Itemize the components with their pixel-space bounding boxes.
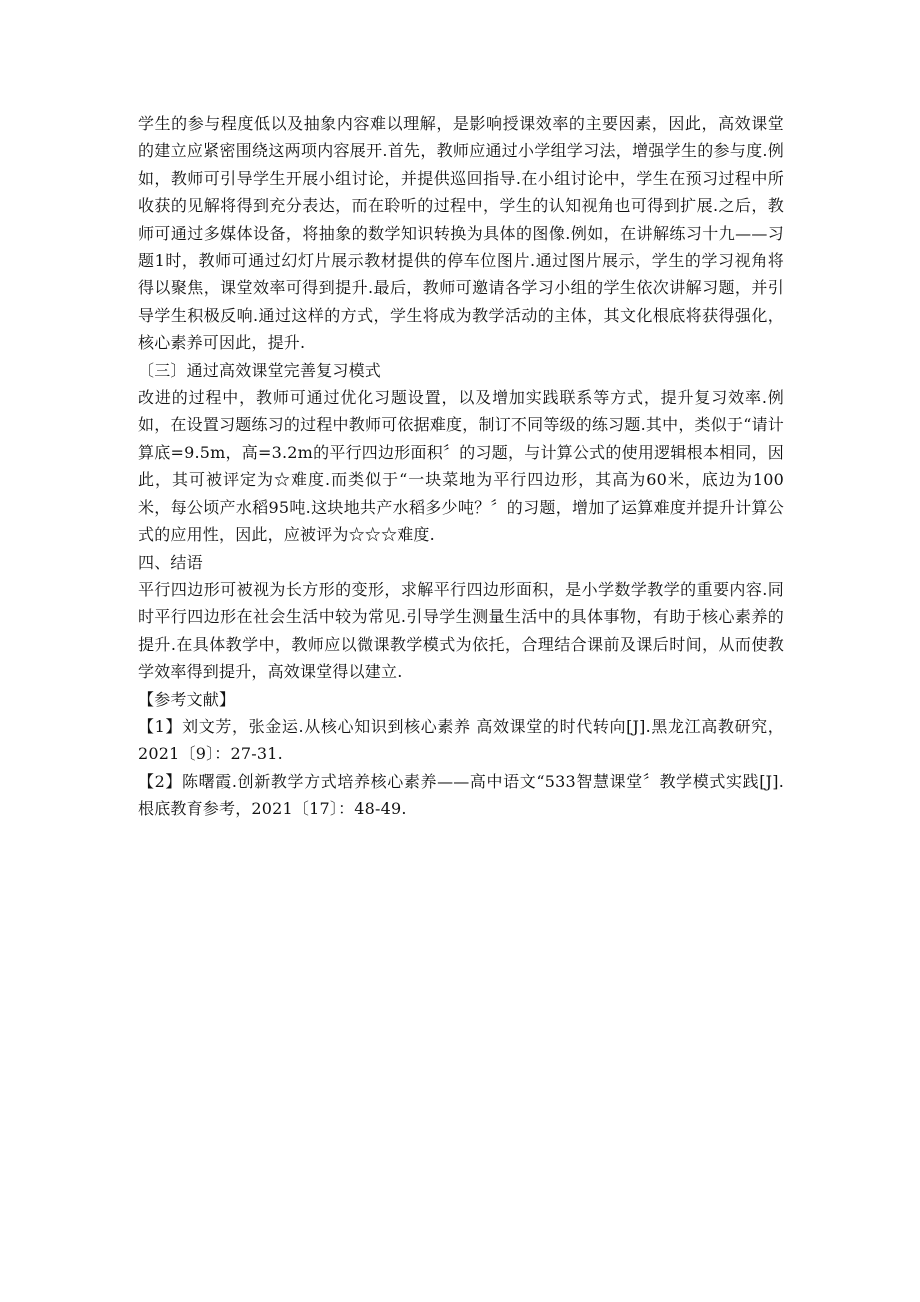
- body-paragraph-2: 改进的过程中，教师可通过优化习题设置，以及增加实践联系等方式，提升复习效率.例如，在设置习题练习的过程中教师可依据难度，制订不同等级的练习题.其中，类似于“请计算底=9.5m，高=3.2m的平行四边形面积〞的习题，与计算公式的使用逻辑根本相同，因此，其可被评定为☆难度.而类似于“一块菜地为平行四边形，其高为60米，底边为100米，每公顷产水稻95吨.这块地共产水稻多少吨？〞的习题，增加了运算难度并提升计算公式的应用性，因此，应被评为☆☆☆难度.: [138, 388, 784, 545]
- document-body: [138, 110, 784, 823]
- reference-item-2: 【2】陈曙霞.创新教学方式培养核心素养——高中语文“533智慧课堂〞教学模式实践[J].根底教育参考，2021〔17〕：48-49.: [138, 771, 784, 819]
- references-heading: 【参考文献】: [138, 689, 236, 709]
- reference-item-1: 【1】刘文芳，张金运.从核心知识到核心素养 高效课堂的时代转向[J].黑龙江高教研究，2021〔9〕：27-31.: [138, 716, 784, 764]
- body-paragraph-3: 平行四边形可被视为长方形的变形，求解平行四边形面积，是小学数学教学的重要内容.同时平行四边形在社会生活中较为常见.引导学生测量生活中的具体事物，有助于核心素养的提升.在具体教学中，教师应以微课教学模式为依托，合理结合课前及课后时间，从而使教学效率得到提升，高效课堂得以建立.: [138, 579, 784, 682]
- section-heading-3: 〔三〕通过高效课堂完善复习模式: [138, 360, 382, 380]
- section-heading-conclusion: 四、结语: [138, 552, 203, 572]
- body-paragraph-1: 学生的参与程度低以及抽象内容难以理解，是影响授课效率的主要因素，因此，高效课堂的建立应紧密围绕这两项内容展开.首先，教师应通过小学组学习法，增强学生的参与度.例如，教师可引导学生开展小组讨论，并提供巡回指导.在小组讨论中，学生在预习过程中所收获的见解将得到充分表达，而在聆听的过程中，学生的认知视角也可得到扩展.之后，教师可通过多媒体设备，将抽象的数学知识转换为具体的图像.例如，在讲解练习十九——习题1时，教师可通过幻灯片展示教材提供的停车位图片.通过图片展示，学生的学习视角将得以聚焦，课堂效率可得到提升.最后，教师可邀请各学习小组的学生依次讲解习题，并引导学生积极反响.通过这样的方式，学生将成为教学活动的主体，其文化根底将获得强化，核心素养可因此，提升.: [138, 114, 784, 353]
